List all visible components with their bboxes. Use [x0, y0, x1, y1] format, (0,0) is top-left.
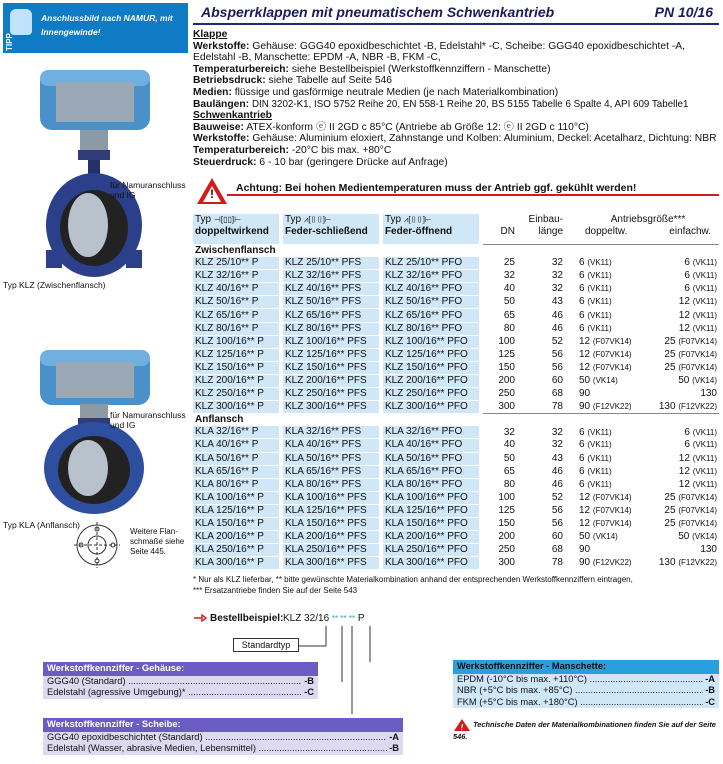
- cell: 65: [503, 309, 515, 321]
- cell-einfachw: 25 (F07VK14): [664, 518, 717, 530]
- table-row: [193, 335, 719, 348]
- order-label: Bestellbeispiel:: [210, 613, 284, 624]
- cell: 100: [498, 335, 515, 347]
- value-bauweise: ATEX-konform ⓔ II 2GD c 85°C (Antriebe ab Größe 12: ⓔ II 2GD c 110°C): [246, 121, 589, 133]
- cell: KLA 250/16** PFO: [381, 544, 481, 557]
- label-temperatur: Temperaturbereich:: [193, 63, 289, 75]
- cell-doppeltw: 90: [579, 544, 591, 556]
- cell-doppeltw: 6 (VK11): [579, 478, 612, 490]
- cell: KLZ 100/16** PFO: [381, 335, 481, 348]
- cell-doppeltw: 12 (F07VK14): [579, 518, 632, 530]
- cell: KLA 32/16** PFO: [381, 426, 481, 439]
- cell-doppeltw: 6 (VK11): [579, 465, 612, 477]
- tech-note: ! Technische Daten der Materialkombinationen finden Sie auf der Seite 546.: [453, 718, 719, 734]
- cell: 46: [551, 465, 563, 477]
- cell: KLZ 150/16** PFS: [281, 361, 381, 374]
- cell: 56: [551, 518, 563, 530]
- cell: 125: [498, 504, 515, 516]
- cell: 25: [503, 257, 515, 269]
- cell: KLA 150/16** PFO: [381, 517, 481, 530]
- value-betriebsdruck: siehe Tabelle auf Seite 546: [268, 75, 393, 87]
- code-row: Edelstahl (Wasser, abrasive Medien, Lebensmittel) ..... -B: [43, 743, 403, 755]
- cell: KLZ 32/16** PFO: [381, 270, 481, 283]
- cell-einfachw: 25 (F07VK14): [664, 335, 717, 347]
- cell: KLZ 32/16** PFS: [281, 270, 381, 283]
- table-row: [193, 531, 719, 544]
- warning-banner: ! Achtung: Bei hohen Medientemperaturen muss der Antrieb ggf. gekühlt werden!: [193, 178, 719, 206]
- label-werkstoffe-antrieb: Werkstoffe:: [193, 133, 250, 145]
- col-feder-oeffnend: Typ ⩘[▯▯]⊢ Feder-öffnend: [381, 214, 481, 245]
- order-value: KLZ 32/16 ** ** ** P: [283, 613, 365, 624]
- cell: KLZ 65/16** P: [193, 309, 281, 322]
- kla-note: für Namuranschluss und IG: [110, 410, 186, 430]
- cell: 52: [551, 491, 563, 503]
- cell: KLA 65/16** PFS: [281, 465, 381, 478]
- cell-doppeltw: 12 (F07VK14): [579, 504, 632, 516]
- klz-caption: Typ KLZ (Zwischenflansch): [3, 280, 106, 290]
- table-row: [193, 361, 719, 374]
- cell-einfachw: 50 (VK14): [678, 531, 717, 543]
- cell: 300: [498, 557, 515, 569]
- cell: KLZ 65/16** PFS: [281, 309, 381, 322]
- cell: 150: [498, 518, 515, 530]
- cell: KLZ 80/16** PFO: [381, 322, 481, 335]
- cell: KLA 80/16** PFO: [381, 478, 481, 491]
- section-klappe: Klappe: [193, 29, 228, 40]
- cell-doppeltw: 90 (F12VK22): [579, 557, 632, 569]
- table-row: [193, 309, 719, 322]
- table-row: [193, 504, 719, 517]
- cell: KLZ 200/16** P: [193, 374, 281, 387]
- cell: KLZ 25/10** P: [193, 257, 281, 270]
- cell: KLZ 300/16** P: [193, 401, 281, 414]
- cell: 43: [551, 452, 563, 464]
- value-temperatur: siehe Bestellbeispiel (Werkstoffkennziffern - Manschette): [291, 63, 551, 75]
- table-row: [193, 517, 719, 530]
- table-row: [193, 257, 719, 270]
- warning-small-icon: [453, 718, 471, 732]
- cell-doppeltw: 6 (VK11): [579, 439, 612, 451]
- cell-einfachw: 25 (F07VK14): [664, 361, 717, 373]
- cell: KLA 125/16** P: [193, 504, 281, 517]
- cell: KLA 100/16** P: [193, 491, 281, 504]
- tip-label: TIPP: [5, 33, 14, 51]
- cell: 68: [551, 388, 563, 400]
- cell-doppeltw: 6 (VK11): [579, 452, 612, 464]
- klz-note: für Namuranschluss und IG: [110, 180, 186, 200]
- cell-einfachw: 130: [700, 544, 717, 556]
- cell: KLA 125/16** PFS: [281, 504, 381, 517]
- cell: KLA 125/16** PFO: [381, 504, 481, 517]
- cell-einfachw: 130: [700, 388, 717, 400]
- cell: KLZ 250/16** PFO: [381, 388, 481, 401]
- cell-einfachw: 12 (VK11): [678, 465, 717, 477]
- label-betriebsdruck: Betriebsdruck:: [193, 75, 266, 87]
- cell: KLA 100/16** PFO: [381, 491, 481, 504]
- table-row: [193, 296, 719, 309]
- description: [193, 29, 719, 168]
- table-row: [193, 270, 719, 283]
- label-bauweise: Bauweise:: [193, 121, 244, 133]
- cell: KLZ 125/16** PFS: [281, 348, 381, 361]
- cell-doppeltw: 50 (VK14): [579, 374, 618, 386]
- cell: KLA 50/16** PFS: [281, 452, 381, 465]
- box-manschette: [453, 660, 719, 708]
- value-werkstoffe-antrieb: Gehäuse: Aluminium eloxiert, Zahnstange und Kolben: Aluminium, Deckel: Acetalharz, Dichtung: NBR: [252, 133, 717, 145]
- table-header: [193, 214, 719, 245]
- cell: KLZ 150/16** PFO: [381, 361, 481, 374]
- cell: KLA 200/16** P: [193, 531, 281, 544]
- cell: 43: [551, 296, 563, 308]
- table-row: [193, 426, 719, 439]
- cell-doppeltw: 50 (VK14): [579, 531, 618, 543]
- cell: KLA 300/16** PFO: [381, 557, 481, 570]
- cell: KLA 32/16** PFS: [281, 426, 381, 439]
- table-row: [193, 544, 719, 557]
- valve-klz-image: [18, 60, 193, 290]
- cell-doppeltw: 6 (VK11): [579, 322, 612, 334]
- table-row: [193, 348, 719, 361]
- cell: 65: [503, 465, 515, 477]
- svg-text:!: !: [460, 723, 464, 732]
- cell: 60: [551, 531, 563, 543]
- cell-doppeltw: 90: [579, 388, 591, 400]
- cell-doppeltw: 90 (F12VK22): [579, 400, 632, 412]
- cell: KLA 150/16** P: [193, 517, 281, 530]
- cell: 80: [503, 322, 515, 334]
- value-baulaengen: DIN 3202-K1, ISO 5752 Reihe 20, EN 558-1 Reihe 20, BS 5155 Tabelle 6 Spalte 4, API 609 Tabelle1: [251, 98, 689, 110]
- cell: 50: [503, 452, 515, 464]
- cell-einfachw: 6 (VK11): [684, 426, 717, 438]
- cell-doppeltw: 12 (F07VK14): [579, 335, 632, 347]
- cell: KLA 50/16** P: [193, 452, 281, 465]
- flange-diagram: [72, 520, 132, 570]
- cell: 250: [498, 544, 515, 556]
- col-dn: DN: [500, 226, 515, 237]
- col-feder-schliessend: Typ ⩘[▯▯]⊢ Feder-schließend: [281, 214, 381, 245]
- code-row: GGG40 (Standard) ..... -B: [43, 676, 318, 688]
- section-schwenkantrieb: Schwenkantrieb: [193, 110, 272, 122]
- warning-text: Achtung: Bei hohen Medientemperaturen muss der Antrieb ggf. gekühlt werden!: [232, 182, 640, 194]
- cell: KLA 50/16** PFO: [381, 452, 481, 465]
- col-antriebsgroesse: Antriebsgröße*** doppeltw. einfachw.: [585, 214, 711, 237]
- cell: KLA 200/16** PFS: [281, 531, 381, 544]
- cell: 40: [503, 283, 515, 295]
- cell: 46: [551, 322, 563, 334]
- cell: KLZ 25/10** PFS: [281, 257, 381, 270]
- cell: 78: [551, 557, 563, 569]
- product-table: [193, 214, 719, 570]
- cell: 200: [498, 531, 515, 543]
- cell: 32: [551, 426, 563, 438]
- cell: KLZ 125/16** PFO: [381, 348, 481, 361]
- col-doppeltwirkend: Typ ⊣[▯▯]⊢ doppeltwirkend: [193, 214, 281, 245]
- cell: KLA 200/16** PFO: [381, 531, 481, 544]
- flange-note: Weitere Flan-schmaße siehe Seite 445.: [130, 527, 185, 556]
- cell: KLZ 40/16** PFS: [281, 283, 381, 296]
- label-temperatur-antrieb: Temperaturbereich:: [193, 144, 289, 156]
- cell-einfachw: 50 (VK14): [678, 374, 717, 386]
- value-temperatur-antrieb: -20°C bis max. +80°C: [291, 144, 392, 156]
- cell-einfachw: 12 (VK11): [678, 322, 717, 334]
- note-2: *** Ersatzantriebe finden Sie auf der Seite 543: [193, 586, 358, 595]
- cell: KLZ 200/16** PFS: [281, 374, 381, 387]
- cell: KLA 32/16** P: [193, 426, 281, 439]
- section-zwischenflansch: Zwischenflansch: [193, 245, 719, 258]
- cell-einfachw: 25 (F07VK14): [664, 348, 717, 360]
- cell: KLZ 40/16** P: [193, 283, 281, 296]
- cell: KLZ 65/16** PFO: [381, 309, 481, 322]
- cell-doppeltw: 6 (VK11): [579, 257, 612, 269]
- table-row: [193, 491, 719, 504]
- code-row: Edelstahl (agressive Umgebung)* ..... -C: [43, 687, 318, 699]
- cell: KLZ 80/16** P: [193, 322, 281, 335]
- cell: KLA 65/16** P: [193, 465, 281, 478]
- cell: KLZ 200/16** PFO: [381, 374, 481, 387]
- cell: 40: [503, 439, 515, 451]
- cell: 32: [503, 270, 515, 282]
- cell: 250: [498, 388, 515, 400]
- cell: KLZ 50/16** P: [193, 296, 281, 309]
- cell: KLZ 32/16** P: [193, 270, 281, 283]
- cell: KLA 250/16** P: [193, 544, 281, 557]
- cell: KLZ 250/16** P: [193, 388, 281, 401]
- cell: KLZ 40/16** PFO: [381, 283, 481, 296]
- table-row: [193, 401, 719, 414]
- page-title: Absperrklappen mit pneumatischem Schwenkantrieb: [201, 4, 555, 20]
- cell: KLA 40/16** PFS: [281, 439, 381, 452]
- cell-doppeltw: 6 (VK11): [579, 296, 612, 308]
- thumbs-up-icon: [10, 9, 32, 35]
- table-row: [193, 478, 719, 491]
- cell: 150: [498, 361, 515, 373]
- box-gehaeuse: [43, 662, 318, 699]
- code-row: EPDM (-10°C bis max. +110°C) ..... -A: [453, 674, 719, 686]
- cell-einfachw: 6 (VK11): [684, 439, 717, 451]
- cell: 46: [551, 309, 563, 321]
- code-row: FKM (+5°C bis max. +180°C) ..... -C: [453, 697, 719, 709]
- box-scheibe: [43, 718, 403, 755]
- page-header: [193, 3, 719, 25]
- table-row: [193, 322, 719, 335]
- cell: 68: [551, 544, 563, 556]
- cell: 80: [503, 478, 515, 490]
- cell: 200: [498, 374, 515, 386]
- cell: KLA 250/16** PFS: [281, 544, 381, 557]
- label-medien: Medien:: [193, 86, 232, 98]
- cell: KLA 100/16** PFS: [281, 491, 381, 504]
- cell: KLA 40/16** PFO: [381, 439, 481, 452]
- cell-einfachw: 130 (F12VK22): [658, 557, 717, 569]
- cell-doppeltw: 12 (F07VK14): [579, 491, 632, 503]
- cell: 52: [551, 335, 563, 347]
- value-steuerdruck: 6 - 10 bar (geringere Drücke auf Anfrage): [259, 156, 448, 168]
- cell: 50: [503, 296, 515, 308]
- cell-doppeltw: 6 (VK11): [579, 283, 612, 295]
- cell: 32: [551, 270, 563, 282]
- cell: KLZ 50/16** PFO: [381, 296, 481, 309]
- cell-einfachw: 6 (VK11): [684, 283, 717, 295]
- col-einbaulaenge: Einbau- länge: [528, 214, 563, 237]
- cell: KLA 300/16** P: [193, 557, 281, 570]
- cell: KLA 80/16** P: [193, 478, 281, 491]
- cell: 60: [551, 374, 563, 386]
- cell-einfachw: 12 (VK11): [678, 309, 717, 321]
- standard-type-box: Standardtyp: [233, 638, 299, 652]
- tip-text: Anschlussbild nach NAMUR, mit Innengewinde!: [41, 13, 173, 37]
- table-row: [193, 283, 719, 296]
- code-row: NBR (+5°C bis max. +85°C) ..... -B: [453, 685, 719, 697]
- cell: 56: [551, 348, 563, 360]
- cell-einfachw: 12 (VK11): [678, 452, 717, 464]
- box-manschette-title: Werkstoffkennziffer - Manschette:: [453, 660, 719, 674]
- tip-badge: [3, 3, 188, 53]
- kla-caption: Typ KLA (Anflansch): [3, 520, 81, 530]
- pressure-rating: PN 10/16: [654, 4, 713, 20]
- table-row: [193, 465, 719, 478]
- cell: KLZ 50/16** PFS: [281, 296, 381, 309]
- cell: 32: [551, 257, 563, 269]
- cell: KLZ 80/16** PFS: [281, 322, 381, 335]
- cell-einfachw: 6 (VK11): [684, 270, 717, 282]
- table-row: [193, 388, 719, 401]
- code-row: GGG40 epoxidbeschichtet (Standard) ..... -A: [43, 732, 403, 744]
- cell-doppeltw: 12 (F07VK14): [579, 348, 632, 360]
- cell-einfachw: 25 (F07VK14): [664, 491, 717, 503]
- table-row: [193, 452, 719, 465]
- box-gehaeuse-title: Werkstoffkennziffer - Gehäuse:: [43, 662, 318, 676]
- table-row: [193, 374, 719, 387]
- note-1: * Nur als KLZ lieferbar, ** bitte gewünschte Materialkombination anhand der entsprechenden Werkstoffkennziffern eintragen,: [193, 575, 633, 584]
- cell: 100: [498, 491, 515, 503]
- cell: KLZ 300/16** PFO: [381, 401, 481, 414]
- cell: KLZ 150/16** P: [193, 361, 281, 374]
- cell: 56: [551, 504, 563, 516]
- cell-einfachw: 12 (VK11): [678, 478, 717, 490]
- cell: 32: [551, 439, 563, 451]
- cell: 125: [498, 348, 515, 360]
- cell: 46: [551, 478, 563, 490]
- cell: 32: [503, 426, 515, 438]
- cell: KLZ 100/16** P: [193, 335, 281, 348]
- table-row: [193, 439, 719, 452]
- cell: KLA 300/16** PFS: [281, 557, 381, 570]
- cell-einfachw: 25 (F07VK14): [664, 504, 717, 516]
- cell: 78: [551, 400, 563, 412]
- cell: KLA 40/16** P: [193, 439, 281, 452]
- box-scheibe-title: Werkstoffkennziffer - Scheibe:: [43, 718, 403, 732]
- cell-doppeltw: 6 (VK11): [579, 270, 612, 282]
- cell-doppeltw: 6 (VK11): [579, 309, 612, 321]
- label-steuerdruck: Steuerdruck:: [193, 156, 257, 168]
- cell: KLZ 250/16** PFS: [281, 388, 381, 401]
- cell-einfachw: 130 (F12VK22): [658, 400, 717, 412]
- label-baulaengen: Baulängen:: [193, 98, 250, 110]
- label-werkstoffe: Werkstoffe:: [193, 40, 250, 52]
- value-werkstoffe: Gehäuse: GGG40 epoxidbeschichtet -B, Edelstahl* -C, Scheibe: GGG40 epoxidbeschichtet -A, Edelstahl -B, Manschette: EPDM -A, NBR -B, FKM -C,: [193, 40, 686, 64]
- cell-doppeltw: 6 (VK11): [579, 426, 612, 438]
- table-row: [193, 557, 719, 570]
- table-notes: [193, 574, 719, 596]
- cell: KLZ 125/16** P: [193, 348, 281, 361]
- cell: KLZ 25/10** PFO: [381, 257, 481, 270]
- cell-einfachw: 6 (VK11): [684, 257, 717, 269]
- cell: 56: [551, 361, 563, 373]
- cell-einfachw: 12 (VK11): [678, 296, 717, 308]
- section-anflansch: Anflansch: [193, 414, 719, 427]
- cell-doppeltw: 12 (F07VK14): [579, 361, 632, 373]
- cell: KLZ 100/16** PFS: [281, 335, 381, 348]
- cell: 300: [498, 400, 515, 412]
- cell: KLA 150/16** PFS: [281, 517, 381, 530]
- cell: KLA 80/16** PFS: [281, 478, 381, 491]
- cell: KLA 65/16** PFO: [381, 465, 481, 478]
- cell: KLZ 300/16** PFS: [281, 401, 381, 414]
- cell: 32: [551, 283, 563, 295]
- value-medien: flüssige und gasförmige neutrale Medien (je nach Materialkombination): [234, 86, 559, 98]
